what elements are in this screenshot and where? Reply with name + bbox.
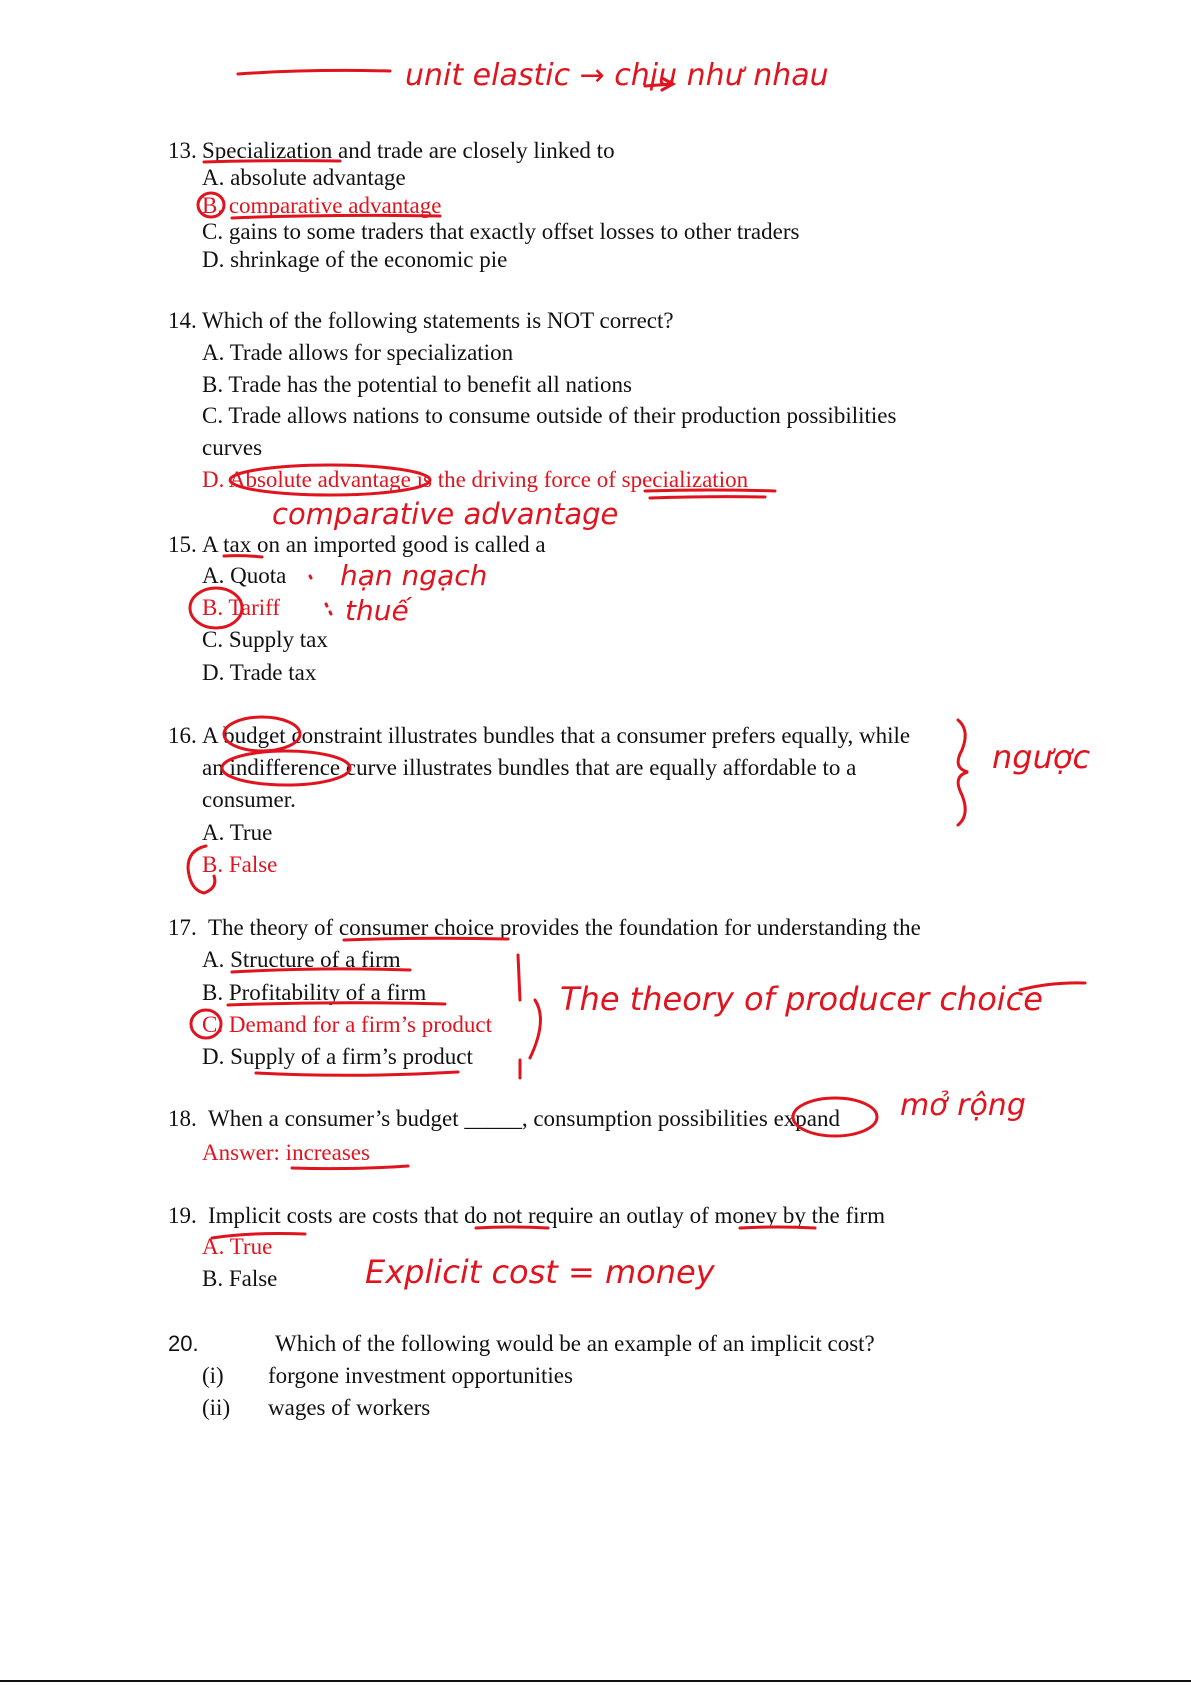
q20-item-1-text: forgone investment opportunities bbox=[268, 1363, 573, 1388]
question-20-number: 20. bbox=[168, 1331, 199, 1356]
underline-do-not bbox=[476, 1227, 548, 1228]
q19-option-b: B. False bbox=[202, 1266, 278, 1291]
handwritten-expand-note: mở rộng bbox=[900, 1088, 1026, 1123]
handwritten-tariff-note: thuế bbox=[345, 594, 409, 627]
arrow-stroke bbox=[645, 78, 673, 90]
q20-item-2-text: wages of workers bbox=[268, 1395, 431, 1420]
underline-money bbox=[740, 1227, 815, 1228]
mark-q19-a bbox=[212, 1234, 305, 1239]
q17-option-c: C. Demand for a firm’s product bbox=[202, 1012, 492, 1037]
question-18-stem: When a consumer’s budget _____, consumption possibilities expand bbox=[208, 1106, 840, 1131]
question-16-number: 16. bbox=[168, 723, 197, 748]
brace-q16 bbox=[958, 720, 968, 825]
handwritten-quota-note: hạn ngạch bbox=[340, 559, 488, 592]
q14-option-d: D. Absolute advantage is the driving force of specialization bbox=[202, 467, 749, 492]
question-16-stem-line-1: A budget constraint illustrates bundles that a consumer prefers equally, while bbox=[202, 723, 911, 748]
underline-consumer-choice bbox=[344, 938, 508, 940]
dot-mark-tariff bbox=[326, 604, 331, 614]
q17-option-a: A. Structure of a firm bbox=[202, 947, 401, 972]
underline-supply bbox=[256, 1072, 458, 1075]
q18-answer: Answer: increases bbox=[202, 1140, 370, 1165]
circle-q13-b bbox=[198, 193, 224, 217]
question-15-stem: A tax on an imported good is called a bbox=[202, 532, 546, 557]
underline-profitability bbox=[228, 1003, 445, 1005]
underline-tax bbox=[224, 556, 262, 557]
question-15-number: 15. bbox=[168, 532, 197, 557]
underline-specialization bbox=[204, 161, 340, 162]
q13-option-d: D. shrinkage of the economic pie bbox=[202, 247, 508, 272]
q17-option-d: D. Supply of a firm’s product bbox=[202, 1044, 473, 1069]
top-dash-stroke bbox=[238, 70, 390, 74]
handwritten-top-note: unit elastic → chịu như nhau bbox=[405, 58, 829, 93]
question-14-stem: Which of the following statements is NOT correct? bbox=[202, 308, 674, 333]
q15-option-c: C. Supply tax bbox=[202, 627, 328, 652]
question-17-stem: The theory of consumer choice provides the foundation for understanding the bbox=[208, 915, 921, 940]
q20-item-2-marker: (ii) bbox=[202, 1395, 231, 1420]
q13-option-b: B. comparative advantage bbox=[202, 193, 442, 218]
handwritten-explicit-note: Explicit cost = money bbox=[365, 1253, 715, 1291]
q14-option-b: B. Trade has the potential to benefit all nations bbox=[202, 372, 632, 397]
underline-increases bbox=[292, 1166, 408, 1169]
circle-budget bbox=[224, 717, 300, 751]
handwritten-comparative-note: comparative advantage bbox=[272, 497, 619, 531]
dot-mark-quota bbox=[310, 576, 311, 578]
question-13-stem: Specialization and trade are closely linked to bbox=[202, 138, 615, 163]
q15-option-d: D. Trade tax bbox=[202, 660, 317, 685]
question-16-stem-line-3: consumer. bbox=[202, 787, 296, 812]
q13-option-c: C. gains to some traders that exactly offset losses to other traders bbox=[202, 219, 800, 244]
question-19-stem: Implicit costs are costs that do not require an outlay of money by the firm bbox=[208, 1203, 886, 1228]
question-16-stem-line-2: an indifference curve illustrates bundles that are equally affordable to a bbox=[202, 755, 857, 780]
circle-q16-b bbox=[188, 846, 215, 893]
q16-option-a: A. True bbox=[202, 820, 273, 845]
underline-specialization-q14 bbox=[645, 490, 775, 498]
question-13-number: 13. bbox=[168, 138, 197, 163]
question-14-number: 14. bbox=[168, 308, 197, 333]
footer-rule bbox=[0, 1680, 1191, 1682]
q14-option-a: A. Trade allows for specialization bbox=[202, 340, 514, 365]
circle-absolute-advantage bbox=[230, 465, 430, 495]
handwritten-brace-note: ngược bbox=[992, 738, 1091, 776]
q13-option-a: A. absolute advantage bbox=[202, 165, 406, 190]
q17-option-b: B. Profitability of a firm bbox=[202, 980, 427, 1005]
q14-option-c-continued: curves bbox=[202, 435, 263, 460]
curve-producer-choice bbox=[1020, 983, 1085, 990]
underline-comparative-advantage bbox=[232, 215, 440, 218]
question-20-stem: Which of the following would be an example of an implicit cost? bbox=[275, 1331, 875, 1356]
brace-q17 bbox=[518, 955, 540, 1078]
circle-expand bbox=[793, 1098, 877, 1136]
underline-structure bbox=[232, 969, 410, 972]
question-18-number: 18. bbox=[168, 1106, 197, 1131]
question-17-number: 17. bbox=[168, 915, 197, 940]
q20-item-1-marker: (i) bbox=[202, 1363, 224, 1388]
question-19-number: 19. bbox=[168, 1203, 197, 1228]
circle-indifference bbox=[222, 751, 350, 785]
q16-option-b: B. False bbox=[202, 852, 278, 877]
handwritten-producer-note: The theory of producer choice bbox=[560, 980, 1043, 1018]
circle-q17-c bbox=[191, 1010, 221, 1038]
q19-option-a: A. True bbox=[202, 1234, 273, 1259]
q15-option-a: A. Quota bbox=[202, 563, 287, 588]
q14-option-c: C. Trade allows nations to consume outside of their production possibilities bbox=[202, 403, 897, 428]
q15-option-b: B. Tariff bbox=[202, 595, 281, 620]
circle-q15-b bbox=[190, 588, 242, 628]
